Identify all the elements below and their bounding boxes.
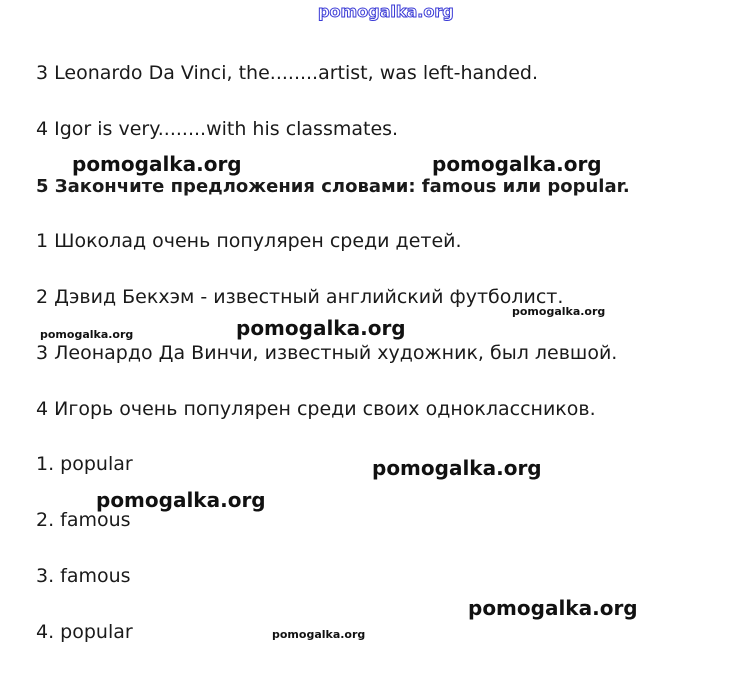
answer-3: 3. famous <box>36 565 131 587</box>
task-heading: 5 Закончите предложения словами: famous или popular. <box>36 176 630 197</box>
watermark: pomogalka.org <box>72 152 242 176</box>
translation-1: 1 Шоколад очень популярен среди детей. <box>36 230 462 252</box>
watermark: pomogalka.org <box>96 488 266 512</box>
watermark: pomogalka.org <box>432 152 602 176</box>
translation-4: 4 Игорь очень популярен среди своих одноклассников. <box>36 398 596 420</box>
watermark-top: pomogalka.org <box>318 2 454 21</box>
translation-2: 2 Дэвид Бекхэм - известный английский футболист. <box>36 286 564 308</box>
answer-4: 4. popular <box>36 621 133 643</box>
watermark: pomogalka.org <box>40 328 134 341</box>
watermark: pomogalka.org <box>468 596 638 620</box>
sentence-4: 4 Igor is very........with his classmates. <box>36 118 399 140</box>
answer-2: 2. famous <box>36 509 131 531</box>
watermark: pomogalka.org <box>512 305 606 318</box>
watermark: pomogalka.org <box>372 456 542 480</box>
answer-1: 1. popular <box>36 453 133 475</box>
watermark: pomogalka.org <box>236 316 406 340</box>
watermark: pomogalka.org <box>272 628 366 641</box>
sentence-3: 3 Leonardo Da Vinci, the........artist, was left-handed. <box>36 62 539 84</box>
translation-3: 3 Леонардо Да Винчи, известный художник, был левшой. <box>36 342 618 364</box>
